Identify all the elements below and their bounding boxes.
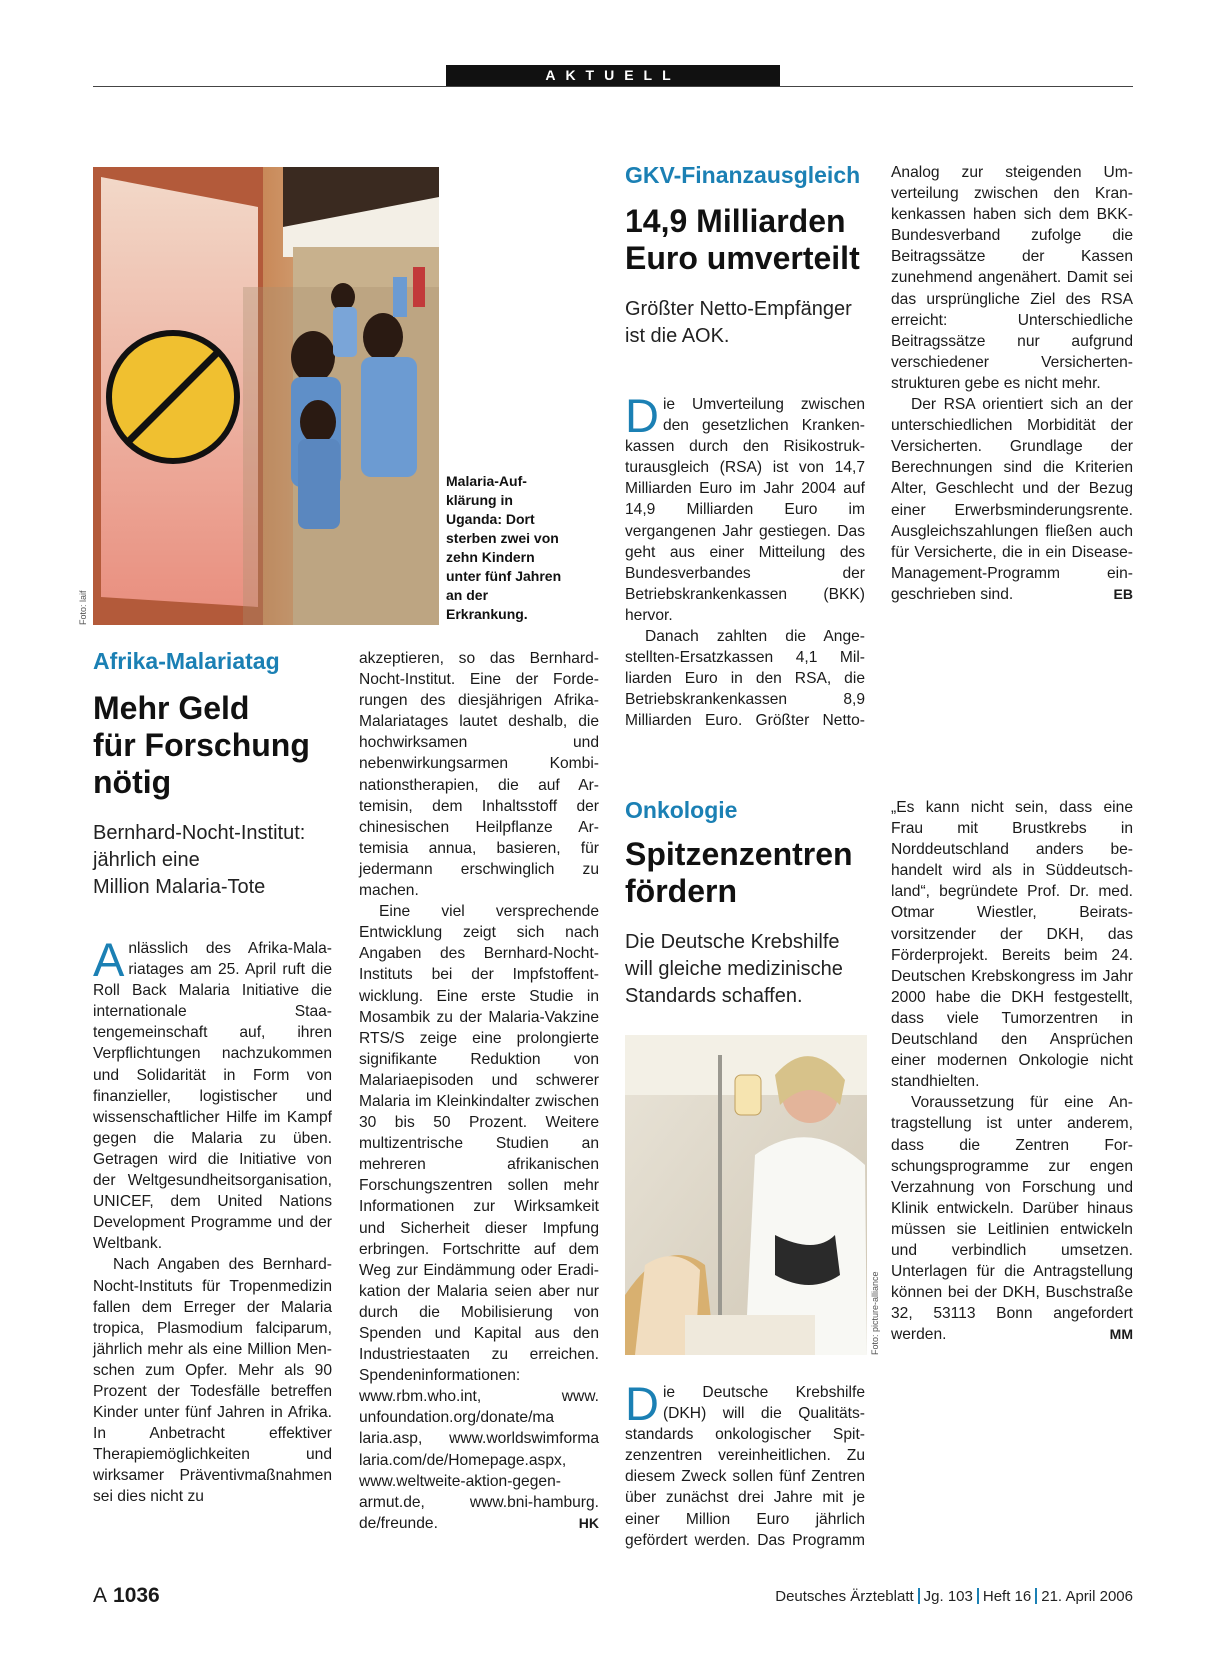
photo-caption-malaria: Malaria-Aufklärung in Uganda: Dort sterben zwei von zehn Kindern unter fünf Jahren an der Erkrankung. bbox=[446, 473, 562, 622]
paragraph bbox=[93, 933, 332, 1254]
journal-date: 21. April 2006 bbox=[1041, 1588, 1133, 1605]
headline-malaria-line: für Forschung bbox=[93, 727, 310, 763]
paragraph-text: ie Umverteilung zwischen den gesetzlichen Krankenkassen durch den Risikostrukturausgleich (RSA) ist von 14,7 Milliarden Euro im Jahr 2004 auf 14,9 Milliarden Euro im vergangenen Jahr gestiegen. Das geht aus einer Mitteilung des Bundesverbandes der Betriebskrankenkassen (BKK) hervor. bbox=[625, 396, 865, 624]
headline-malaria-line: nötig bbox=[93, 764, 172, 800]
page-prefix: A bbox=[93, 1584, 108, 1607]
deck-malaria-line: Million Malaria-Tote bbox=[93, 876, 266, 898]
deck-onko bbox=[625, 929, 875, 1010]
deck-onko-line: Standards schaffen. bbox=[625, 985, 803, 1007]
headline-gkv bbox=[625, 203, 875, 277]
deck-malaria-line: jährlich eine bbox=[93, 849, 200, 871]
photo-credit-onko: Foto: picture-alliance bbox=[870, 1271, 880, 1355]
malaria-body-col1 bbox=[93, 933, 332, 1508]
malaria-body-col2 bbox=[359, 648, 599, 1534]
headline-malaria-line: Mehr Geld bbox=[93, 690, 250, 726]
paragraph bbox=[625, 394, 865, 626]
kicker-gkv: GKV-Finanzausgleich bbox=[625, 162, 861, 188]
headline-onko-line: fördern bbox=[625, 873, 737, 909]
paragraph: Danach zahlten die Angestellten-Ersatzkassen 4,1 Milliarden Euro in den RSA, die Betriebskrankenkassen 8,9 Milliarden Euro. Größter Netto- bbox=[625, 628, 865, 729]
journal-name: Deutsches Ärzteblatt bbox=[775, 1588, 914, 1605]
deck-gkv-line: Größter Netto-Empfänger bbox=[625, 298, 852, 320]
signature-onko: MM bbox=[1109, 1326, 1133, 1343]
page-number-value: 1036 bbox=[113, 1584, 160, 1607]
headline-gkv-line: 14,9 Milliarden bbox=[625, 203, 846, 239]
paragraph: Nach Angaben des Bernhard-Nocht-Instituts für Tropenmedizin fallen dem Erreger der Malaria tropica, Plasmodium falciparum, jährlich mehr als eine Million Menschen zum Opfer. Mehr als 90 Prozent der Todesfälle betreffen Kinder unter fünf Jahren in Afrika. In Anbetracht effektiver Therapiemöglichkeiten und wirksamer Präventivmaßnahmen sei dies nicht zu bbox=[93, 1256, 332, 1506]
kicker-onko: Onkologie bbox=[625, 797, 738, 823]
paragraph: akzeptieren, so das Bernhard-Nocht-Institut. Eine der Forderungen des diesjährigen Afrika-Malariatages lautet deshalb, die hochwirksamen und nebenwirkungsarmen Kombinationstherapien, die auf Artemisin, dem Inhaltsstoff der chinesischen Heilpflanze Artemisia annua, basieren, für jedermann erschwinglich zu machen. bbox=[359, 650, 599, 900]
onko-body-col2 bbox=[891, 797, 1133, 1345]
deck-gkv-line: ist die AOK. bbox=[625, 325, 730, 347]
onko-body-col1 bbox=[625, 1382, 865, 1552]
journal-volume: Jg. 103 bbox=[923, 1588, 973, 1605]
gkv-body-col2 bbox=[891, 162, 1133, 732]
gkv-body-col1 bbox=[625, 394, 865, 729]
paragraph-text: Voraussetzung für eine Antragstellung ist unter anderem, dass die Zentren Forschungsprogramme zur engen Verzahnung von Forschung und Klinik entwickeln. Darüber hinaus müssen sie Leitlinien entwickeln und verbindlich umsetzen. Unterlagen für die Antragstellung können bei der DKH, Buschstraße 32, 53113 Bonn angefordert werden. bbox=[891, 1094, 1133, 1344]
paragraph-text: nlässlich des Afrika-Malariatages am 25. April ruft die Roll Back Malaria Initiative die internationale Staatengemeinschaft auf, ihren Verpflichtungen nachzukommen und Solidarität in Form von finanzieller, logistischer und wissenschaftlicher Hilfe im Kampf gegen die Malaria zu üben. Getragen wird die Initiative von der Weltgesundheitsorganisation, UNICEF, dem United Nations Development Programme und der Weltbank. bbox=[93, 940, 332, 1253]
oncology-photo bbox=[625, 1035, 867, 1355]
journal-info bbox=[775, 1588, 1133, 1605]
paragraph bbox=[625, 1382, 865, 1552]
separator bbox=[977, 1588, 979, 1604]
headline-onko bbox=[625, 836, 875, 910]
paragraph-text: Der RSA orientiert sich an der unterschiedlichen Morbidität der Versicherten. Grundlage der Berechnungen sind die Kriterien Alter, Geschlecht und der Bezug einer Erwerbsminderungsrente. Ausgleichszahlungen fließen auch für Versicherte, die in ein Disease-Management-Programm eingeschrieben sind. bbox=[891, 396, 1133, 603]
paragraph-text: Eine viel versprechende Entwicklung zeigt sich nach Angaben des Bernhard-Nocht-Instituts bei der Impfstoffentwicklung. Eine erste Studie in Mosambik zu der Malaria-Vakzine RTS/S zeige eine prolongierte signifikante Reduktion von Malariaepisoden und schwerer Malaria im Kleinkindalter zwischen 30 bis 50 Prozent. Weitere multizentrische Studien an mehreren afrikanischen Forschungszentren sollen mehr Informationen zur Wirksamkeit und Sicherheit dieser Impfung erbringen. Fortschritte auf dem Weg zur Eindämmung oder Eradikation der Malaria seien aber nur durch die Mobilisierung von Spenden und Kapital aus den Industriestaaten zu erreichen. Spendeninformationen: www.rbm.who.int, www. unfoundation.org/donate/ma laria.asp, www.worldswimforma laria.com/de/Homepage.aspx, www.weltweite-aktion-gegen-armut.de, www.bni-hamburg. de/freunde. bbox=[359, 903, 599, 1532]
signature-malaria: HK bbox=[578, 1514, 599, 1531]
paragraph-text: ie Deutsche Krebshilfe (DKH) will die Qualitätsstandards onkologischer Spitzenzentren vereinheitlichen. Zu diesem Zweck sollen fünf Zentren über zunächst drei Jahre mit je einer Million Euro jährlich gefördert werden. Das Programm bbox=[625, 1384, 865, 1549]
separator bbox=[918, 1588, 920, 1604]
paragraph bbox=[359, 901, 599, 1534]
malaria-photo bbox=[93, 167, 439, 625]
paragraph: „Es kann nicht sein, dass eine Frau mit Brustkrebs in Norddeutschland anders behandelt wird als in Süddeutschland“, begründete Prof. Dr. med. Otmar Wiestler, Beiratsvorsitzender der DKH, das Förderprojekt. Bereits beim 24. Deutschen Krebskongress im Jahr 2000 habe die DKH festgestellt, dass viele Tumorzentren in Deutschland den Ansprüchen einer modernen Onkologie nicht standhielten. bbox=[891, 799, 1133, 1091]
headline-malaria bbox=[93, 690, 393, 801]
deck-malaria-line: Bernhard-Nocht-Institut: bbox=[93, 822, 306, 844]
paragraph bbox=[891, 394, 1133, 605]
section-label: AKTUELL bbox=[446, 65, 780, 86]
header-rule bbox=[93, 86, 1133, 87]
separator bbox=[1035, 1588, 1037, 1604]
signature-gkv: EB bbox=[1113, 585, 1133, 602]
kicker-malaria: Afrika-Malariatag bbox=[93, 648, 280, 674]
journal-issue: Heft 16 bbox=[982, 1588, 1032, 1605]
dropcap: D bbox=[625, 1382, 659, 1430]
deck-gkv bbox=[625, 296, 875, 350]
deck-onko-line: Die Deutsche Krebshilfe bbox=[625, 931, 840, 953]
deck-malaria bbox=[93, 820, 393, 901]
paragraph bbox=[891, 1092, 1133, 1345]
paragraph: Analog zur steigenden Umverteilung zwischen den Krankenkassen haben sich dem BKK-Bundesverband zufolge die Beitragssätze der Kassen zunehmend angenähert. Damit sei das ursprüngliche Ziel des RSA erreicht: Unterschiedliche Beitragssätze nur aufgrund verschiedener Versichertenstrukturen gebe es nicht mehr. bbox=[891, 164, 1133, 392]
photo-credit-malaria: Foto: laif bbox=[78, 590, 88, 625]
page-number bbox=[93, 1584, 160, 1608]
headline-onko-line: Spitzenzentren bbox=[625, 836, 853, 872]
dropcap: A bbox=[93, 933, 125, 986]
dropcap: D bbox=[625, 394, 659, 442]
headline-gkv-line: Euro umverteilt bbox=[625, 240, 860, 276]
deck-onko-line: will gleiche medizinische bbox=[625, 958, 843, 980]
